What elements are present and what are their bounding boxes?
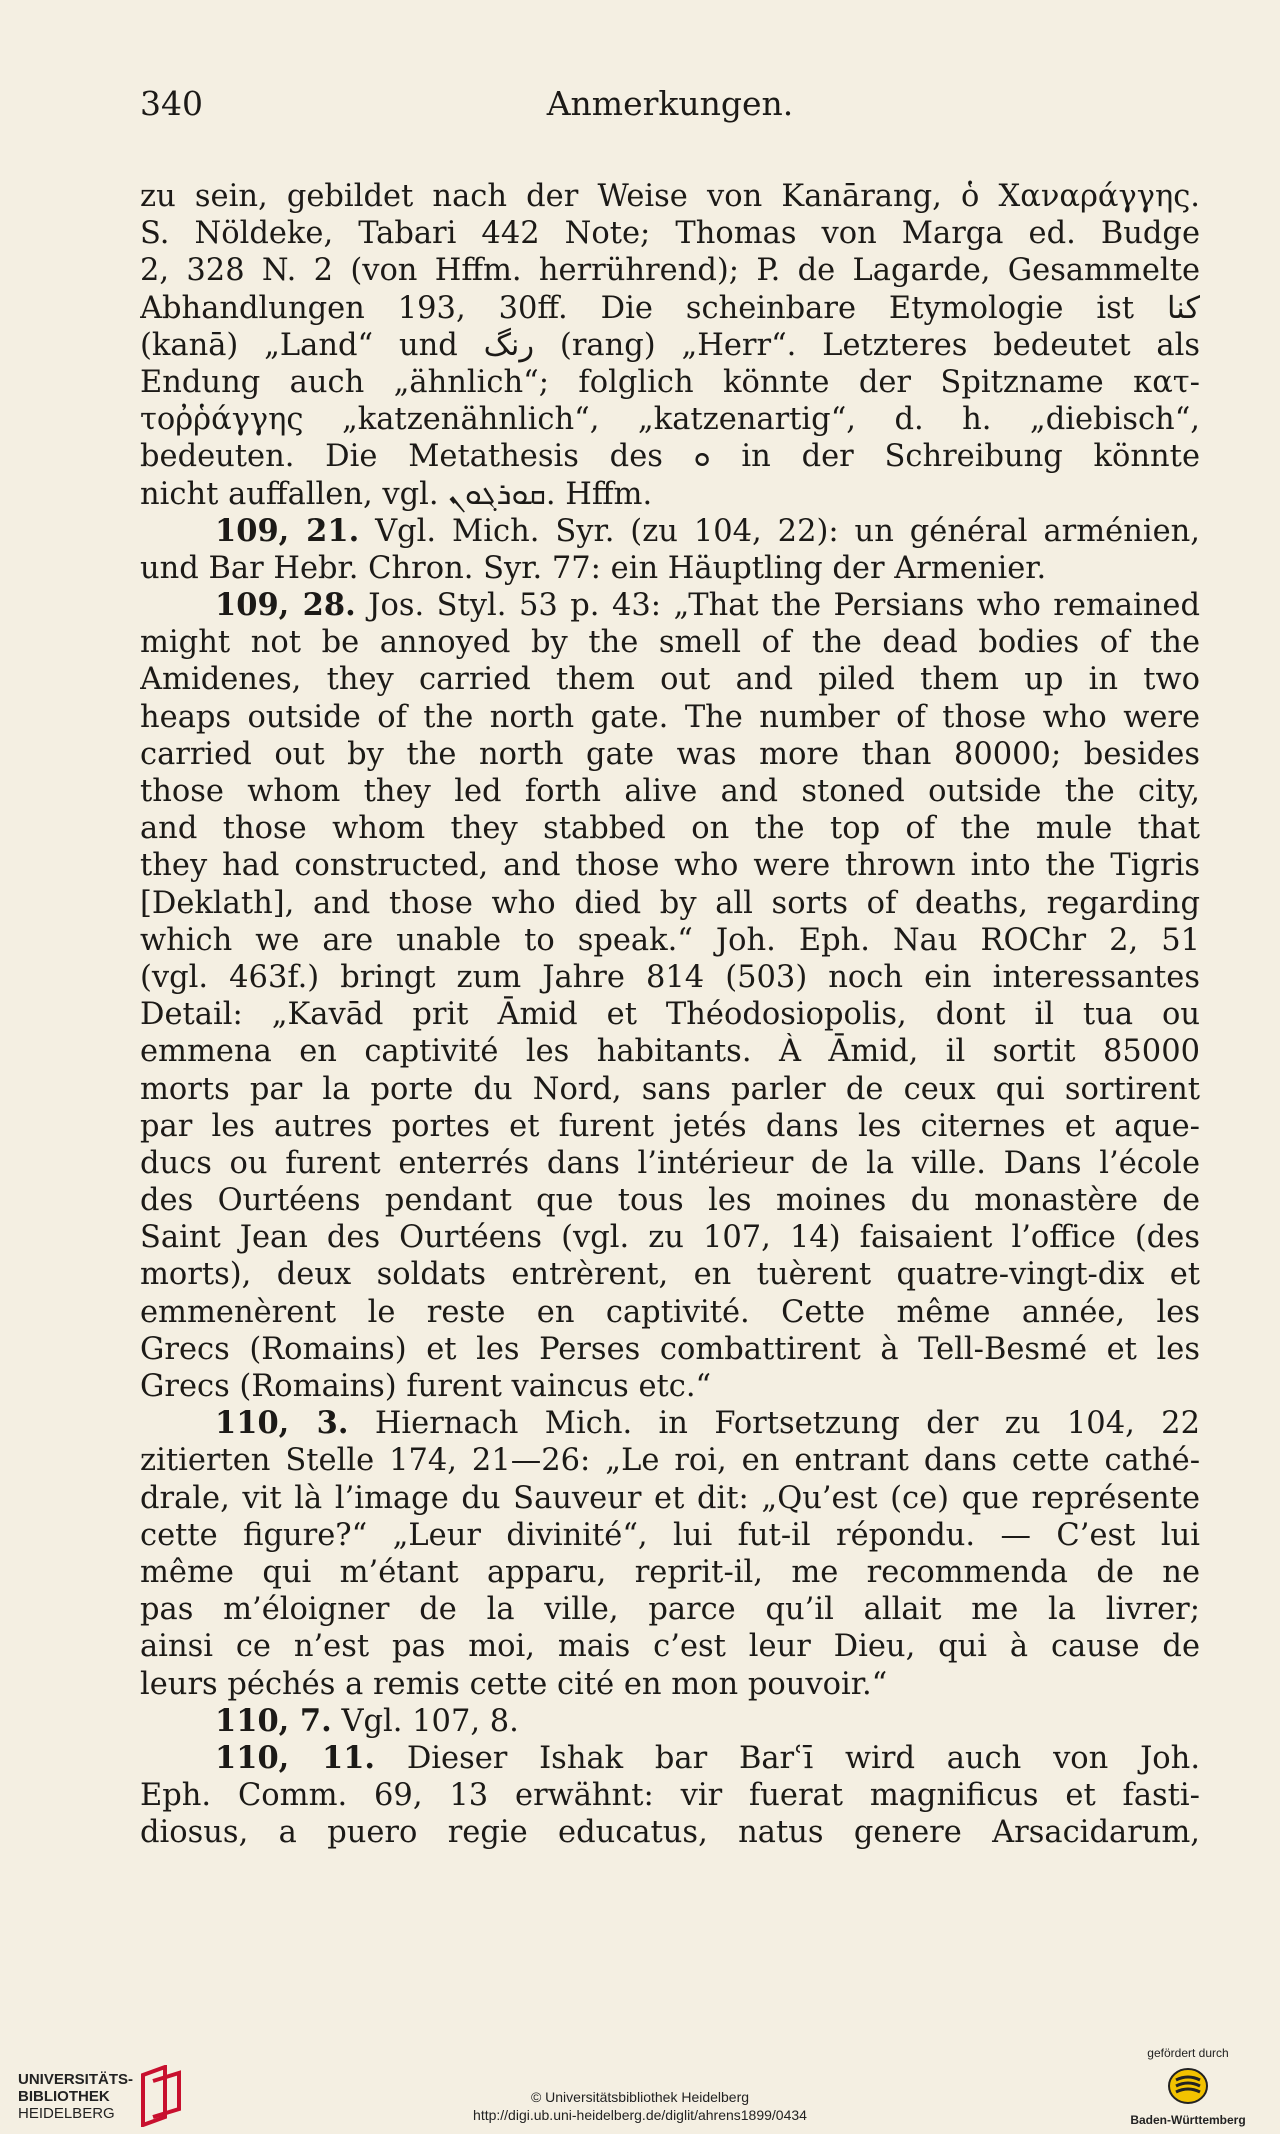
running-title: Anmerkungen. (546, 84, 794, 123)
text-line (140, 1331, 1200, 1368)
text-line (140, 1628, 1200, 1665)
text-line (140, 1517, 1200, 1554)
line-text: S. Nöldeke, Tabari 442 Note; Thomas von Marga ed. Budge (140, 216, 1200, 252)
funded-by-label: gefördert durch (1147, 2046, 1229, 2060)
line-text: Vgl. 107, 8. (341, 1703, 519, 1739)
line-text: carried out by the north gate was more than 80000; besides (140, 736, 1200, 772)
line-text: cette figure?“ „Leur divinité“, lui fut-il répondu. — C’est lui (140, 1517, 1200, 1553)
text-line (140, 550, 1200, 587)
line-text: même qui m’étant apparu, reprit-il, me recommenda de ne (140, 1554, 1200, 1590)
line-text: drale, vit là l’image du Sauveur et dit: „Qu’est (ce) que représente (140, 1480, 1200, 1516)
line-text: bedeuten. Die Metathesis des ܘ in der Schreibung könnte (140, 439, 1200, 475)
line-text: nicht auffallen, vgl. ܩܘܪܓܘܢ. Hffm. (140, 476, 653, 512)
text-line (140, 215, 1200, 252)
line-text: diosus, a puero regie educatus, natus genere Arsacidarum, (140, 1815, 1200, 1851)
line-text: par les autres portes et furent jetés dans les citernes et aque- (140, 1108, 1200, 1144)
line-text: Detail: „Kavād prit Āmid et Théodosiopolis, dont il tua ou (140, 997, 1200, 1033)
line-text: (vgl. 463f.) bringt zum Jahre 814 (503) noch ein interessantes (140, 959, 1200, 995)
text-line (140, 1219, 1200, 1256)
text-line (140, 1033, 1200, 1070)
line-text: which we are unable to speak.“ Joh. Eph. Nau ROChr 2, 51 (140, 922, 1200, 958)
permalink[interactable]: http://digi.ub.uni-heidelberg.de/diglit/ahrens1899/0434 (473, 2107, 807, 2123)
text-line (140, 1777, 1200, 1814)
text-line (140, 624, 1200, 661)
page-number: 340 (140, 84, 203, 123)
note-reference: 110, 11. (215, 1739, 376, 1776)
text-line (140, 1368, 1200, 1405)
text-line (140, 587, 1200, 624)
line-text: Vgl. Mich. Syr. (zu 104, 22): un général arménien, (375, 513, 1200, 549)
line-text: Hiernach Mich. in Fortsetzung der zu 104, 22 (374, 1406, 1200, 1442)
line-text: Abhandlungen 193, 30ff. Die scheinbare Etymologie ist کنا (140, 290, 1200, 326)
footer (0, 2030, 1280, 2134)
text-line (140, 1703, 1200, 1740)
line-text: and those whom they stabbed on the top of the mule that (140, 811, 1200, 847)
sponsor-logo[interactable] (1118, 2046, 1258, 2127)
line-text: Jos. Styl. 53 p. 43: „That the Persians who remained (368, 588, 1200, 624)
text-line (140, 1554, 1200, 1591)
text-line (140, 401, 1200, 438)
line-text: might not be annoyed by the smell of the dead bodies of the (140, 625, 1200, 661)
line-text: Saint Jean des Ourtéens (vgl. zu 107, 14) faisaient l’office (des (140, 1220, 1200, 1256)
line-text: emmenèrent le reste en captivité. Cette même année, les (140, 1294, 1200, 1330)
text-line (140, 1071, 1200, 1108)
line-text: pas m’éloigner de la ville, parce qu’il allait me la livrer; (140, 1592, 1200, 1628)
note-reference: 110, 3. (215, 1405, 349, 1442)
line-text: heaps outside of the north gate. The number of those who were (140, 699, 1200, 735)
text-line (140, 1740, 1200, 1777)
body-text (140, 178, 1200, 1851)
text-line (140, 513, 1200, 550)
page-header (140, 78, 1200, 138)
line-text: (kanā) „Land“ und رنگ (rang) „Herr“. Letzteres bedeutet als (140, 327, 1200, 363)
text-line (140, 252, 1200, 289)
text-line (140, 699, 1200, 736)
line-text: Dieser Ishak bar Barʿī wird auch von Joh. (406, 1740, 1200, 1776)
text-line (140, 1108, 1200, 1145)
line-text: Amidenes, they carried them out and piled them up in two (140, 662, 1200, 698)
copyright-text: © Universitätsbibliothek Heidelberg (530, 2089, 750, 2105)
note-reference: 109, 21. (215, 512, 360, 549)
state-name: Baden-Württemberg (1130, 2113, 1246, 2127)
text-line (140, 1145, 1200, 1182)
line-text: ainsi ce n’est pas moi, mais c’est leur Dieu, qui à cause de (140, 1629, 1200, 1665)
line-text: morts), deux soldats entrèrent, en tuèrent quatre-vingt-dix et (140, 1257, 1200, 1293)
text-line (140, 1182, 1200, 1219)
text-line (140, 1591, 1200, 1628)
text-line (140, 1294, 1200, 1331)
book-page (140, 78, 1200, 1851)
line-text: Endung auch „ähnlich“; folglich könnte der Spitzname κατ- (140, 364, 1200, 400)
text-line (140, 290, 1200, 327)
line-text: τοῤῥάγγης „katzenähnlich“, „katzenartig“, d. h. „diebisch“, (140, 402, 1200, 438)
note-reference: 109, 28. (215, 587, 356, 624)
text-line (140, 1666, 1200, 1703)
text-line (140, 1256, 1200, 1293)
text-line (140, 996, 1200, 1033)
line-text: emmena en captivité les habitants. À Āmid, il sortit 85000 (140, 1034, 1200, 1070)
note-reference: 110, 7. (215, 1702, 332, 1739)
text-line (140, 1814, 1200, 1851)
line-text: leurs péchés a remis cette cité en mon pouvoir.“ (140, 1666, 888, 1702)
coat-of-arms-icon (1166, 2066, 1210, 2106)
line-text: und Bar Hebr. Chron. Syr. 77: ein Häuptling der Armenier. (140, 550, 1047, 586)
line-text: Grecs (Romains) furent vaincus etc.“ (140, 1369, 712, 1404)
line-text: Grecs (Romains) et les Perses combattirent à Tell-Besmé et les (140, 1331, 1200, 1367)
credit-line (0, 2088, 1280, 2124)
text-line (140, 1442, 1200, 1479)
text-line (140, 922, 1200, 959)
text-line (140, 364, 1200, 401)
text-line (140, 736, 1200, 773)
text-line (140, 438, 1200, 475)
text-line (140, 1480, 1200, 1517)
line-text: morts par la porte du Nord, sans parler de ceux qui sortirent (140, 1071, 1200, 1107)
text-line (140, 178, 1200, 215)
library-name: UNIVERSITÄTS- BIBLIOTHEK HEIDELBERG (18, 2070, 134, 2122)
text-line (140, 959, 1200, 996)
line-text: ducs ou furent enterrés dans l’intérieur de la ville. Dans l’école (140, 1145, 1200, 1181)
line-text: they had constructed, and those who were thrown into the Tigris (140, 848, 1200, 884)
line-text: those whom they led forth alive and stoned outside the city, (140, 774, 1200, 809)
line-text: [Deklath], and those who died by all sorts of deaths, regarding (140, 885, 1200, 921)
line-text: des Ourtéens pendant que tous les moines du monastère de (140, 1183, 1200, 1219)
text-line (140, 1405, 1200, 1442)
text-line (140, 327, 1200, 364)
line-text: 2, 328 N. 2 (von Hffm. herrührend); P. de Lagarde, Gesammelte (140, 253, 1200, 289)
text-line (140, 810, 1200, 847)
line-text: Eph. Comm. 69, 13 erwähnt: vir fuerat magnificus et fasti- (140, 1778, 1200, 1814)
text-line (140, 476, 1200, 513)
line-text: zitierten Stelle 174, 21—26: „Le roi, en entrant dans cette cathé- (140, 1443, 1200, 1479)
text-line (140, 773, 1200, 810)
line-text: zu sein, gebildet nach der Weise von Kanārang, ὁ Χαναράγγης. (140, 179, 1200, 214)
text-line (140, 885, 1200, 922)
text-line (140, 847, 1200, 884)
text-line (140, 661, 1200, 698)
